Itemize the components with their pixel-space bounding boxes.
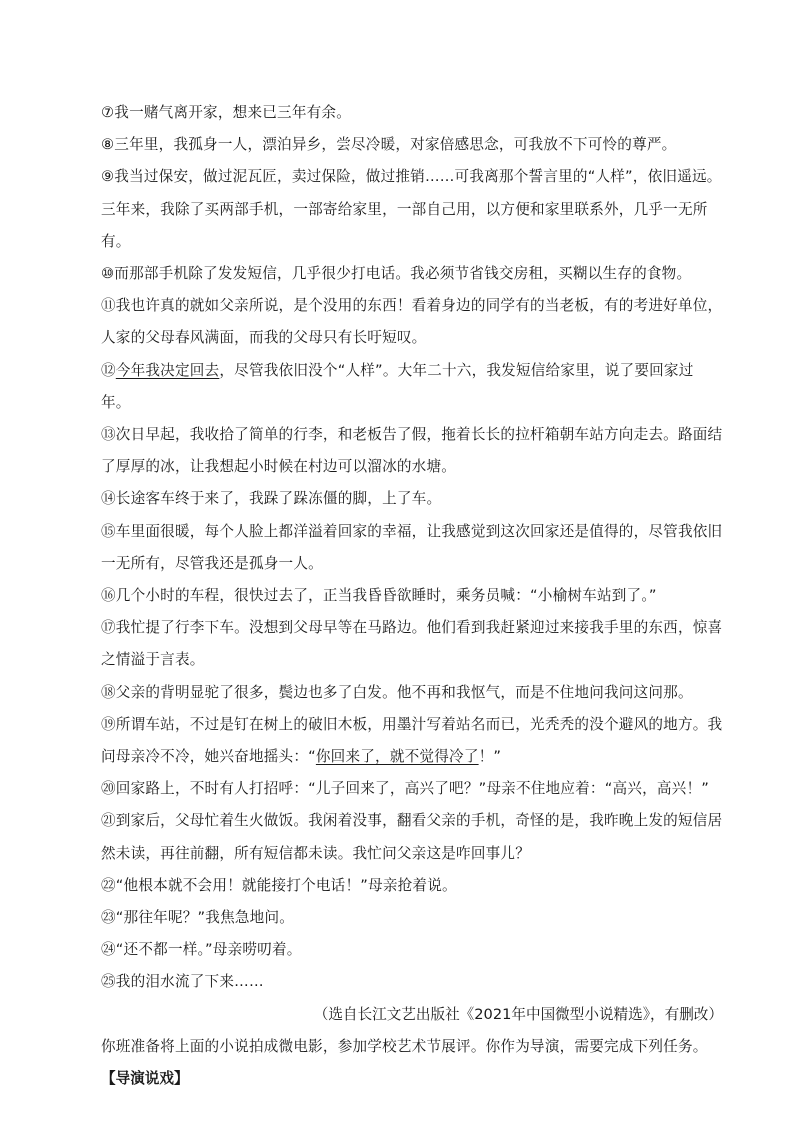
story-paragraph [101,483,723,515]
underlined-text: 你回来了，就不觉得冷了 [315,748,479,766]
paragraph-text: 长途客车终于来了，我跺了跺冻僵的脚，上了车。 [115,490,442,508]
underlined-text: 今年我决定回去 [115,361,220,379]
story-paragraph [101,612,723,676]
paragraph-text: “他根本就不会用！就能接打个电话！”母亲抢着说。 [115,876,457,894]
paragraph-text: 我的泪水流了下来…… [115,973,264,991]
story-paragraph [101,97,723,129]
story-paragraph [101,355,723,419]
document-content [101,97,723,1095]
story-paragraph [101,709,723,773]
story-paragraph [101,805,723,869]
paragraph-number: ㉕ [101,973,116,991]
paragraph-text: 我当过保安，做过泥瓦匠，卖过保险，做过推销……可我离那个誓言里的“人样”，依旧遥远。三年来，我除了买两部手机，一部寄给家里，一部自己用，以方便和家里联系外，几乎一无所有。 [101,168,722,250]
paragraph-number: ㉓ [101,909,116,927]
paragraph-text: 几个小时的车程，很快过去了，正当我昏昏欲睡时，乘务员喊：“小榆树车站到了。” [115,587,657,605]
paragraph-number: ㉔ [101,941,116,959]
paragraph-text: “还不都一样。”母亲唠叨着。 [115,941,302,959]
paragraph-number: ⑧ [101,136,115,154]
paragraph-number: ⑭ [101,490,116,508]
story-paragraph [101,419,723,483]
paragraph-number: ⑨ [101,168,115,186]
paragraph-number: ⑯ [101,587,116,605]
paragraph-number: ⑪ [101,297,116,315]
paragraph-number: ㉒ [101,876,116,894]
story-paragraph [101,902,723,934]
paragraph-text-after: ！” [478,748,502,766]
story-paragraph [101,870,723,902]
paragraph-text: 我一赌气离开家，想来已三年有余。 [114,104,351,121]
story-paragraph [101,773,723,805]
paragraph-text: 到家后，父母忙着生火做饭。我闲着没事，翻看父亲的手机，奇怪的是，我昨晚上发的短信居然未读，再往前翻，所有短信都未读。我忙问父亲这是咋回事儿？ [101,812,723,862]
paragraph-text: 回家路上，不时有人打招呼：“儿子回来了，高兴了吧？”母亲不住地应着：“高兴，高兴！” [115,780,710,798]
paragraph-number: ⑫ [101,361,116,379]
paragraph-text: “那往年呢？”我焦急地问。 [115,909,295,927]
story-paragraph [101,934,723,966]
paragraph-number: ⑬ [101,426,116,444]
paragraph-number: ⑮ [101,522,116,540]
paragraph-text: 而那部手机除了发发短信，几乎很少打电话。我必须节省钱交房租，买糊以生存的食物。 [114,265,692,283]
paragraph-text: 父亲的背明显驼了很多，鬓边也多了白发。他不再和我怄气，而是不住地问我问这问那。 [115,683,693,701]
paragraph-number: ㉑ [101,812,116,830]
paragraph-text: 三年里，我孤身一人，漂泊异乡，尝尽冷暖，对家倍感思念，可我放不下可怜的尊严。 [114,136,677,154]
paragraph-number: ⑦ [101,104,115,121]
paragraph-number: ⑩ [101,265,115,283]
story-paragraph [101,258,723,290]
paragraph-text: 次日早起，我收拾了简单的行李，和老板告了假，拖着长长的拉杆箱朝车站方向走去。路面结了厚厚的冰，让我想起小时候在村边可以溜冰的水塘。 [101,426,723,476]
paragraph-number: ⑱ [101,683,116,701]
story-paragraph [101,290,723,354]
story-paragraph [101,966,723,998]
paragraph-text-after: ，尽管我依旧没个“人样”。大年二十六，我发短信给家里，说了要回家过年。 [101,361,694,411]
paragraph-text: 车里面很暖，每个人脸上都洋溢着回家的幸福，让我感觉到这次回家还是值得的，尽管我依旧一无所有，尽管我还是孤身一人。 [101,522,723,572]
task-instruction: 你班准备将上面的小说拍成微电影，参加学校艺术节展评。你作为导演，需要完成下列任务。 [101,1037,708,1055]
paragraph-text: 我忙提了行李下车。没想到父母早等在马路边。他们看到我赶紧迎过来接我手里的东西，惊喜之情溢于言表。 [101,619,723,669]
paragraph-number: ⑰ [101,619,116,637]
task-title: 【导演说戏】 [101,1070,189,1088]
story-paragraph [101,677,723,709]
story-paragraph [101,129,723,161]
paragraph-number: ⑳ [101,780,116,798]
paragraph-list [101,97,723,999]
paragraph-number: ⑲ [101,715,116,733]
paragraph-text: 所谓车站，不过是钉在树上的破旧木板，用墨汁写着站名而已，光秃秃的没个避风的地方。我问母亲冷不冷，她兴奋地摇头：“ [101,715,723,766]
story-paragraph [101,516,723,580]
story-paragraph [101,580,723,612]
source-citation: （选自长江文艺出版社《2021年中国微型小说精选》，有删改） [313,1005,723,1023]
story-paragraph [101,161,723,258]
paragraph-text: 我也许真的就如父亲所说，是个没用的东西！看着身边的同学有的当老板，有的考进好单位，人家的父母春风满面，而我的父母只有长吁短叹。 [101,297,723,347]
